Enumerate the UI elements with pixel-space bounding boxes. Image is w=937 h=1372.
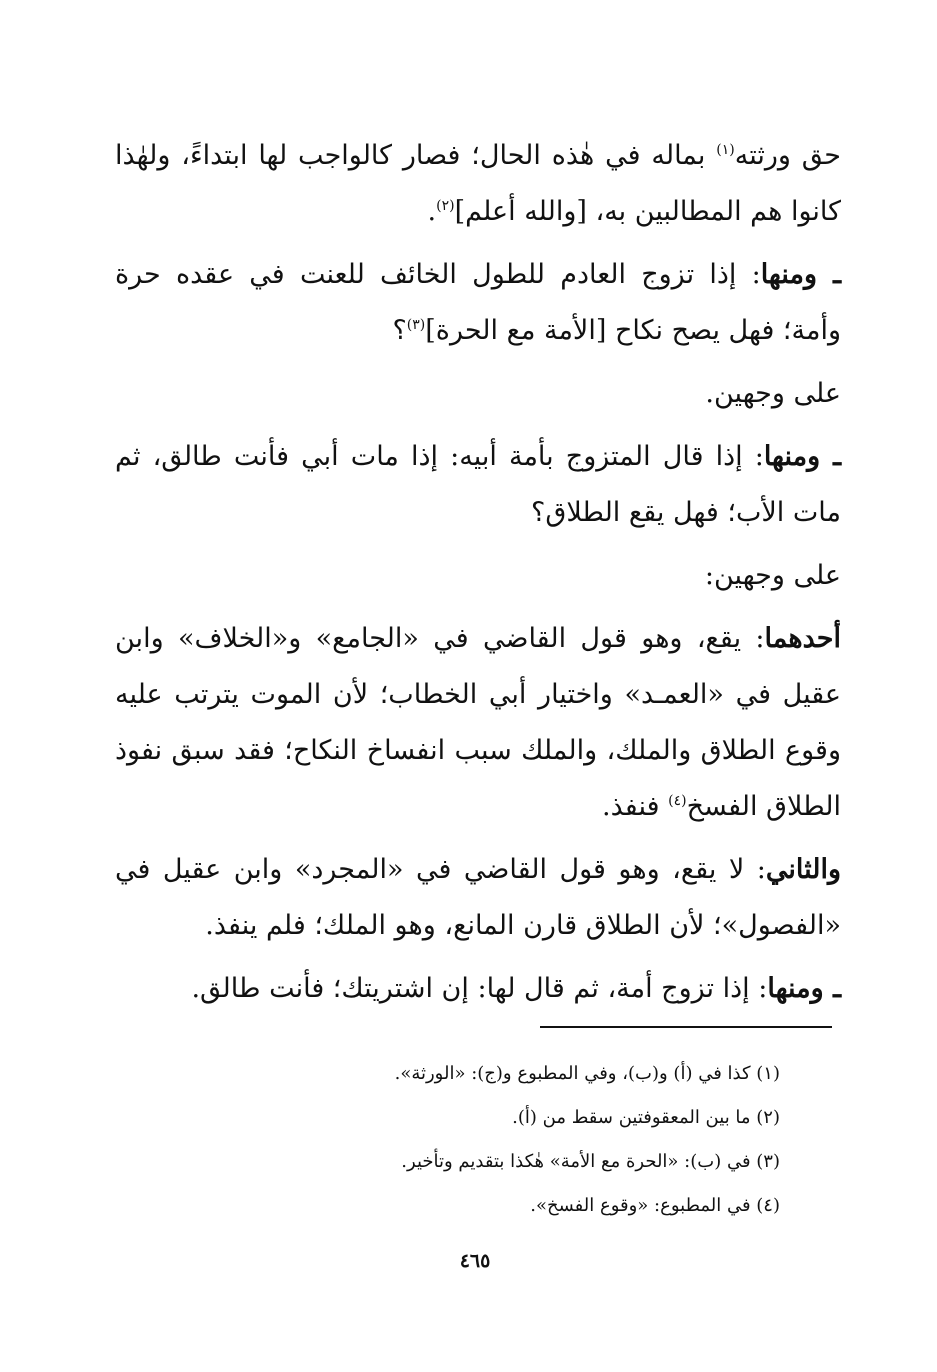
paragraph-2 bbox=[115, 247, 841, 359]
footnote-1: (١) كذا في (أ) و(ب)، وفي المطبوع و(ج): «الورثة». bbox=[394, 1063, 780, 1084]
footnote-3: (٣) في (ب): «الحرة مع الأمة» هٰكذا بتقديم وتأخير. bbox=[401, 1151, 780, 1172]
paragraph-5 bbox=[115, 548, 841, 604]
paragraph-4-lead: ومنها bbox=[763, 441, 821, 472]
paragraph-6-text-a: : يقع، وهو قول القاضي في «الجامع» و«الخلاف» وابن عقيل في «العمـد» واختيار أبي الخطاب؛ لأن الموت يترتب عليه وقوع الطلاق والملك، والملك سبب انفساخ النكاح؛ فقد سبق نفوذ الطلاق الفسخ bbox=[115, 623, 841, 822]
paragraph-6-lead: أحدهما bbox=[764, 623, 841, 654]
paragraph-2-lead: ومنها bbox=[760, 259, 818, 290]
paragraph-7-text: : لا يقع، وهو قول القاضي في «المجرد» وابن عقيل في «الفصول»؛ لأن الطلاق قارن المانع، وهو الملك؛ فلم ينفذ. bbox=[115, 854, 841, 941]
paragraph-7 bbox=[115, 842, 841, 954]
footnote-4: (٤) في المطبوع: «وقوع الفسخ». bbox=[530, 1195, 780, 1216]
paragraph-1-text-c: . bbox=[427, 196, 437, 227]
paragraph-5-text: على وجهين: bbox=[704, 560, 841, 591]
footnote-divider bbox=[540, 1026, 832, 1028]
footnote-2: (٢) ما بين المعقوفتين سقط من (أ). bbox=[512, 1107, 780, 1128]
paragraph-4-dash: ـ bbox=[820, 441, 841, 472]
paragraph-1-text-a: حق ورثته bbox=[734, 140, 841, 171]
page-number: ٤٦٥ bbox=[459, 1250, 491, 1272]
footnote-ref-4: (٤) bbox=[668, 793, 687, 809]
paragraph-2-text-a: : إذا تزوج العادم للطول الخائف للعنت في عقده حرة وأمة؛ فهل يصح نكاح [الأمة مع الحرة] bbox=[115, 259, 841, 346]
footnote-ref-1: (١) bbox=[716, 142, 735, 158]
footnotes bbox=[230, 1052, 780, 1228]
main-text bbox=[115, 128, 841, 1024]
paragraph-3-text: على وجهين. bbox=[705, 378, 841, 409]
paragraph-8-lead: ومنها bbox=[767, 973, 824, 1004]
paragraph-1-text-b: بماله في هٰذه الحال؛ فصار كالواجب لها ابتداءً، ولهٰذا كانوا هم المطالبين به، [والله أعلم] bbox=[115, 140, 841, 227]
paragraph-8 bbox=[115, 961, 841, 1017]
paragraph-4-text: : إذا قال المتزوج بأمة أبيه: إذا مات أبي فأنت طالق، ثم مات الأب؛ فهل يقع الطلاق؟ bbox=[115, 441, 841, 528]
paragraph-2-text-b: ؟ bbox=[392, 315, 407, 346]
paragraph-4 bbox=[115, 429, 841, 541]
paragraph-6 bbox=[115, 611, 841, 835]
paragraph-7-lead: والثاني bbox=[765, 854, 841, 885]
paragraph-1 bbox=[115, 128, 841, 240]
footnote-ref-3: (٣) bbox=[406, 317, 426, 333]
paragraph-6-text-b: فنفذ. bbox=[602, 791, 669, 822]
paragraph-3 bbox=[115, 366, 841, 422]
paragraph-2-dash: ـ bbox=[817, 259, 841, 290]
paragraph-8-dash: ـ bbox=[823, 973, 841, 1004]
paragraph-8-text: : إذا تزوج أمة، ثم قال لها: إن اشتريتك؛ فأنت طالق. bbox=[191, 973, 768, 1004]
footnote-ref-2: (٢) bbox=[436, 198, 455, 214]
